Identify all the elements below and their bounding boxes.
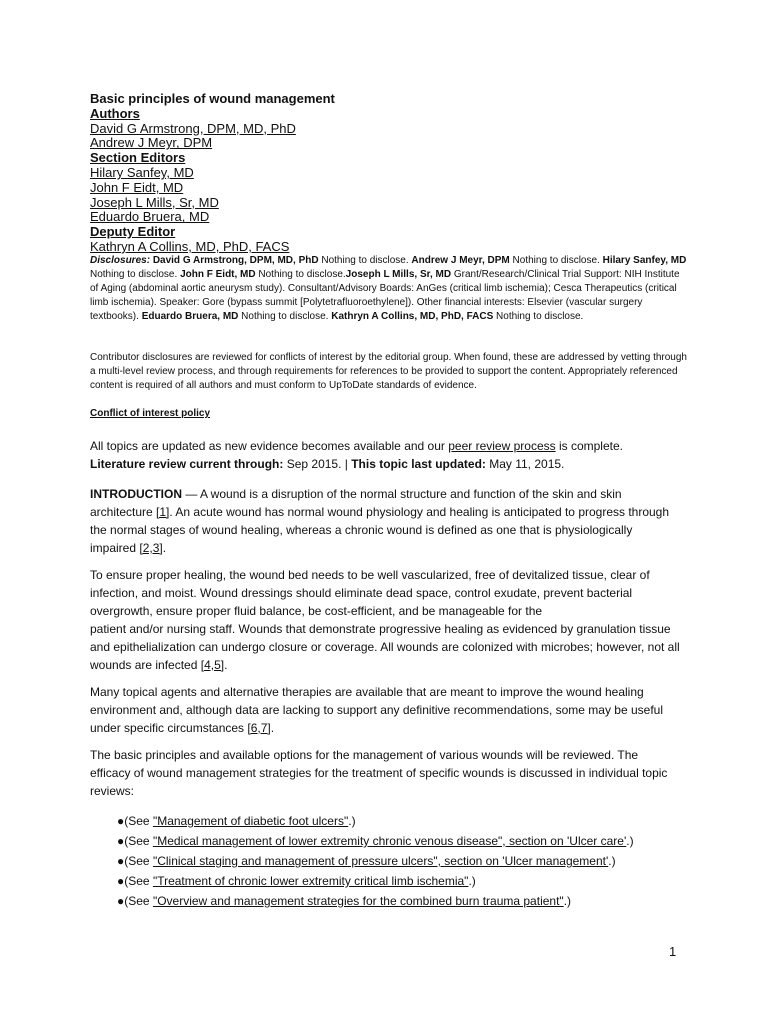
- list-item-prefix: ●(See: [117, 834, 153, 848]
- paragraph-text: Many topical agents and alternative therapies are available that are meant to improve the wound healing environment and, although data are lacking to support any definitive recommendations, some may be useful under specific circumstances: [90, 685, 663, 735]
- authors-heading: Authors: [90, 105, 140, 121]
- list-item-prefix: ●(See: [117, 894, 153, 908]
- disclosure-text: Nothing to disclose.: [318, 255, 412, 266]
- editor-link[interactable]: Hilary Sanfey, MD: [90, 164, 194, 180]
- editor-link[interactable]: Joseph L Mills, Sr, MD: [90, 194, 219, 210]
- disclosure-name: Hilary Sanfey, MD: [602, 255, 687, 266]
- disclosure-text: Nothing to disclose.: [493, 311, 584, 322]
- disclosure-name: John F Eidt, MD: [180, 269, 256, 280]
- disclosure-name: Kathryn A Collins, MD, PhD, FACS: [331, 311, 494, 322]
- list-item-suffix: .): [626, 834, 634, 848]
- topical-agents-paragraph: [90, 683, 680, 737]
- reference-link[interactable]: [6,7]: [247, 721, 271, 735]
- literature-review-value: Sep 2015. |: [283, 457, 352, 471]
- last-updated-label: This topic last updated:: [351, 457, 486, 471]
- deputy-editor-heading: Deputy Editor: [90, 224, 176, 240]
- list-item: [117, 831, 697, 851]
- paragraph-text: .: [270, 721, 275, 735]
- conflict-of-interest-link[interactable]: Conflict of interest policy: [90, 408, 211, 419]
- update-info: [90, 437, 680, 473]
- disclosures: [90, 254, 690, 324]
- disclosure-text: Nothing to disclose.: [509, 255, 603, 266]
- disclosure-text: Nothing to disclose.: [90, 269, 181, 280]
- reference-link[interactable]: [2,3]: [139, 541, 163, 555]
- list-item: [117, 851, 697, 871]
- editor-link[interactable]: Eduardo Bruera, MD: [90, 209, 210, 225]
- last-updated-value: May 11, 2015.: [485, 457, 565, 471]
- list-item: [117, 811, 697, 831]
- topic-link[interactable]: "Clinical staging and management of pressure ulcers", section on 'Ulcer management': [152, 854, 609, 868]
- see-also-list: [117, 811, 697, 911]
- paragraph-text: To ensure proper healing, the wound bed needs to be well vascularized, free of devitalized tissue, clear of infection, and moist. Wound dressings should eliminate dead space, control exudate, prevent bacterial overgrowth, ensure proper fluid balance, be cost-efficient, and be manageable for the: [90, 568, 650, 618]
- disclosure-name: Andrew J Meyr, DPM: [411, 255, 510, 266]
- article-body: [90, 437, 680, 809]
- disclosure-name: David G Armstrong, DPM, MD, PhD: [152, 255, 319, 266]
- peer-review-link[interactable]: peer review process: [448, 439, 556, 453]
- deputy-editor-link[interactable]: Kathryn A Collins, MD, PhD, FACS: [90, 238, 290, 254]
- page-number: 1: [669, 944, 677, 959]
- topic-link[interactable]: "Treatment of chronic lower extremity critical limb ischemia": [152, 874, 469, 888]
- list-item-prefix: ●(See: [117, 854, 153, 868]
- topic-link[interactable]: "Management of diabetic foot ulcers": [152, 814, 349, 828]
- author-link[interactable]: Andrew J Meyr, DPM: [90, 135, 213, 151]
- paragraph-text: patient and/or nursing staff. Wounds that demonstrate progressive healing as evidenced by granulation tissue and epithelialization can undergo closure or coverage. All wounds are colonized with microbes; however, not all wounds are infected: [90, 622, 680, 672]
- disclosure-name: Eduardo Bruera, MD: [141, 311, 239, 322]
- list-item-suffix: .): [468, 874, 476, 888]
- update-text: All topics are updated as new evidence becomes available and our: [90, 439, 449, 453]
- introduction-paragraph: [90, 485, 680, 557]
- paragraph-text: . An acute wound has normal wound physiology and healing is anticipated to progress through the normal stages of wound healing, whereas a chronic wound is defined as one that is physiologically impaired: [90, 505, 670, 555]
- reference-link[interactable]: [1]: [156, 505, 170, 519]
- list-item-suffix: .): [608, 854, 616, 868]
- section-editors-heading: Section Editors: [90, 150, 186, 166]
- article-title: Basic principles of wound management: [90, 91, 335, 106]
- healing-paragraph: [90, 566, 680, 674]
- disclosures-label: Disclosures:: [90, 255, 151, 266]
- disclosure-text: Nothing to disclose.: [255, 269, 346, 280]
- introduction-heading: INTRODUCTION: [90, 487, 182, 501]
- disclosure-name: Joseph L Mills, Sr, MD: [345, 269, 452, 280]
- topic-link[interactable]: "Overview and management strategies for the combined burn trauma patient": [152, 894, 564, 908]
- paragraph-text: — A wound is a disruption of the normal structure and function of the skin and skin architecture: [90, 487, 622, 519]
- article-header: [90, 92, 690, 255]
- reference-link[interactable]: [4,5]: [200, 658, 225, 672]
- editor-link[interactable]: John F Eidt, MD: [90, 179, 184, 195]
- list-item-suffix: .): [348, 814, 356, 828]
- list-item-suffix: .): [563, 894, 572, 908]
- update-text: is complete.: [555, 439, 623, 453]
- list-item: [117, 871, 697, 891]
- list-item-prefix: ●(See: [117, 874, 153, 888]
- paragraph-text: .: [162, 541, 167, 555]
- literature-review-label: Literature review current through:: [90, 457, 284, 471]
- contributor-note: Contributor disclosures are reviewed for conflicts of interest by the editorial group. When found, these are addressed by vetting through a multi-level review process, and through requirements for references to be provided to support the content. Appropriately referenced content is required of all authors and must conform to UpToDate standards of evidence.: [90, 352, 687, 391]
- disclosure-text: Nothing to disclose.: [238, 311, 332, 322]
- disclosure-text: Grant/Research/Clinical Trial Support: NIH Institute of Aging (abdominal aortic aneurysm study). Consultant/Advisory Boards: AnGes (critical limb ischemia); Cesca Therapeutics (critical limb ischemia). Speaker: Gore (bypass summit [Polytetrafluoroethylene]). Other financial interests: Elsevier (vascular surgery textbooks).: [90, 269, 680, 322]
- list-item: [117, 891, 697, 911]
- paragraph-text: .: [224, 658, 228, 672]
- list-item-prefix: ●(See: [117, 814, 153, 828]
- topic-link[interactable]: "Medical management of lower extremity chronic venous disease", section on 'Ulcer care': [152, 834, 627, 848]
- principles-paragraph: The basic principles and available options for the management of various wounds will be reviewed. The efficacy of wound management strategies for the treatment of specific wounds is discussed in individual topic reviews:: [90, 748, 668, 798]
- author-link[interactable]: David G Armstrong, DPM, MD, PhD: [90, 120, 296, 136]
